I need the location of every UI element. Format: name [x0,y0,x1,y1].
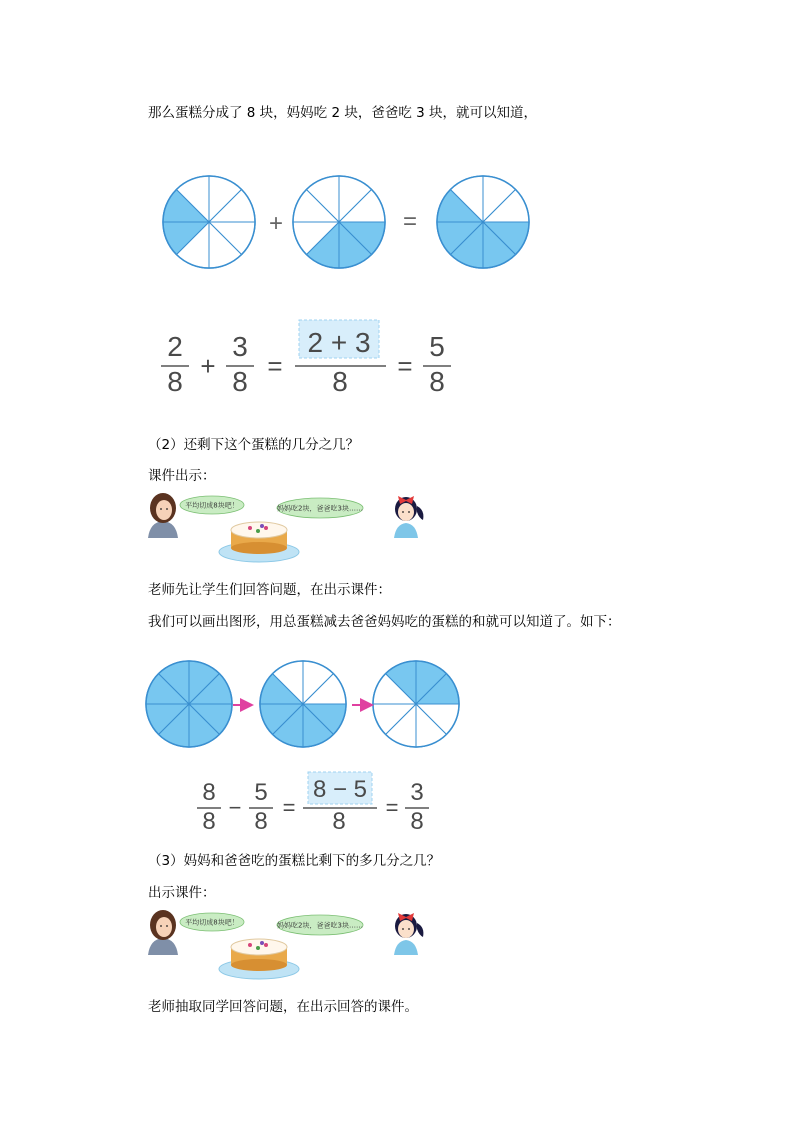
mother-figure [148,910,178,955]
bubble-text-girl: 妈妈吃2块，爸爸吃3块…… [277,921,363,930]
cake-illustration-2 [148,910,423,979]
speech-bubble-girl [277,915,363,935]
equals-operator-2: = [385,795,399,820]
cake-illustration-1 [148,493,423,562]
subtraction-equation [197,772,429,835]
frac1-numerator: 8 [202,779,216,806]
result-denominator: 8 [410,808,424,835]
pie-three-eighths [373,661,459,747]
result-numerator: 3 [410,779,424,806]
result-numerator: 5 [429,331,445,362]
intro-text: 那么蛋糕分成了 8 块，妈妈吃 2 块，爸爸吃 3 块，就可以知道， [148,105,538,121]
equals-sign: = [402,208,418,235]
girl-figure [394,913,423,955]
pie-five-eighths [260,661,346,747]
show-courseware-label-2: 出示课件： [148,885,216,901]
combined-denominator: 8 [332,366,348,397]
pie-three-eighths [293,176,385,268]
frac1-numerator: 2 [167,331,183,362]
teacher-note-1: 老师先让学生们回答问题，在出示课件： [148,582,391,598]
bubble-text-mother: 平均切成8块吧！ [185,501,239,510]
speech-bubble-mother [180,496,244,514]
speech-bubble-mother [180,913,244,931]
frac1-denominator: 8 [167,366,183,397]
question-2: （2）还剩下这个蛋糕的几分之几？ [148,437,360,453]
bubble-text-mother: 平均切成8块吧！ [185,918,239,927]
teacher-note-2: 老师抽取同学回答问题，在出示回答的课件。 [148,999,418,1015]
combined-numerator: 8 − 5 [312,776,368,803]
plus-operator: + [200,351,216,381]
frac2-denominator: 8 [254,808,268,835]
fraction-circles-subtraction [146,661,459,747]
fraction-circles-addition [163,176,529,268]
frac2-numerator: 3 [232,331,248,362]
plus-sign: + [268,210,284,237]
pie-two-eighths [163,176,255,268]
combined-denominator: 8 [332,808,346,835]
mother-figure [148,493,178,538]
frac2-denominator: 8 [232,366,248,397]
pie-five-eighths [437,176,529,268]
equals-operator-2: = [397,351,413,381]
frac2-numerator: 5 [254,779,268,806]
girl-figure [394,496,423,538]
cake-icon [219,522,299,562]
minus-operator: − [228,795,242,820]
question-3: （3）妈妈和爸爸吃的蛋糕比剩下的多几分之几？ [148,853,441,869]
equals-operator-1: = [267,351,283,381]
cake-icon [219,939,299,979]
pie-whole [146,661,232,747]
method-text: 我们可以画出图形，用总蛋糕减去爸爸妈妈吃的蛋糕的和就可以知道了。如下： [148,614,621,630]
result-denominator: 8 [429,366,445,397]
speech-bubble-girl [277,498,363,518]
show-courseware-label: 课件出示： [148,468,216,484]
bubble-text-girl: 妈妈吃2块，爸爸吃3块…… [277,504,363,513]
frac1-denominator: 8 [202,808,216,835]
equals-operator-1: = [282,795,296,820]
combined-numerator: 2 + 3 [307,327,371,358]
addition-equation [161,320,451,397]
